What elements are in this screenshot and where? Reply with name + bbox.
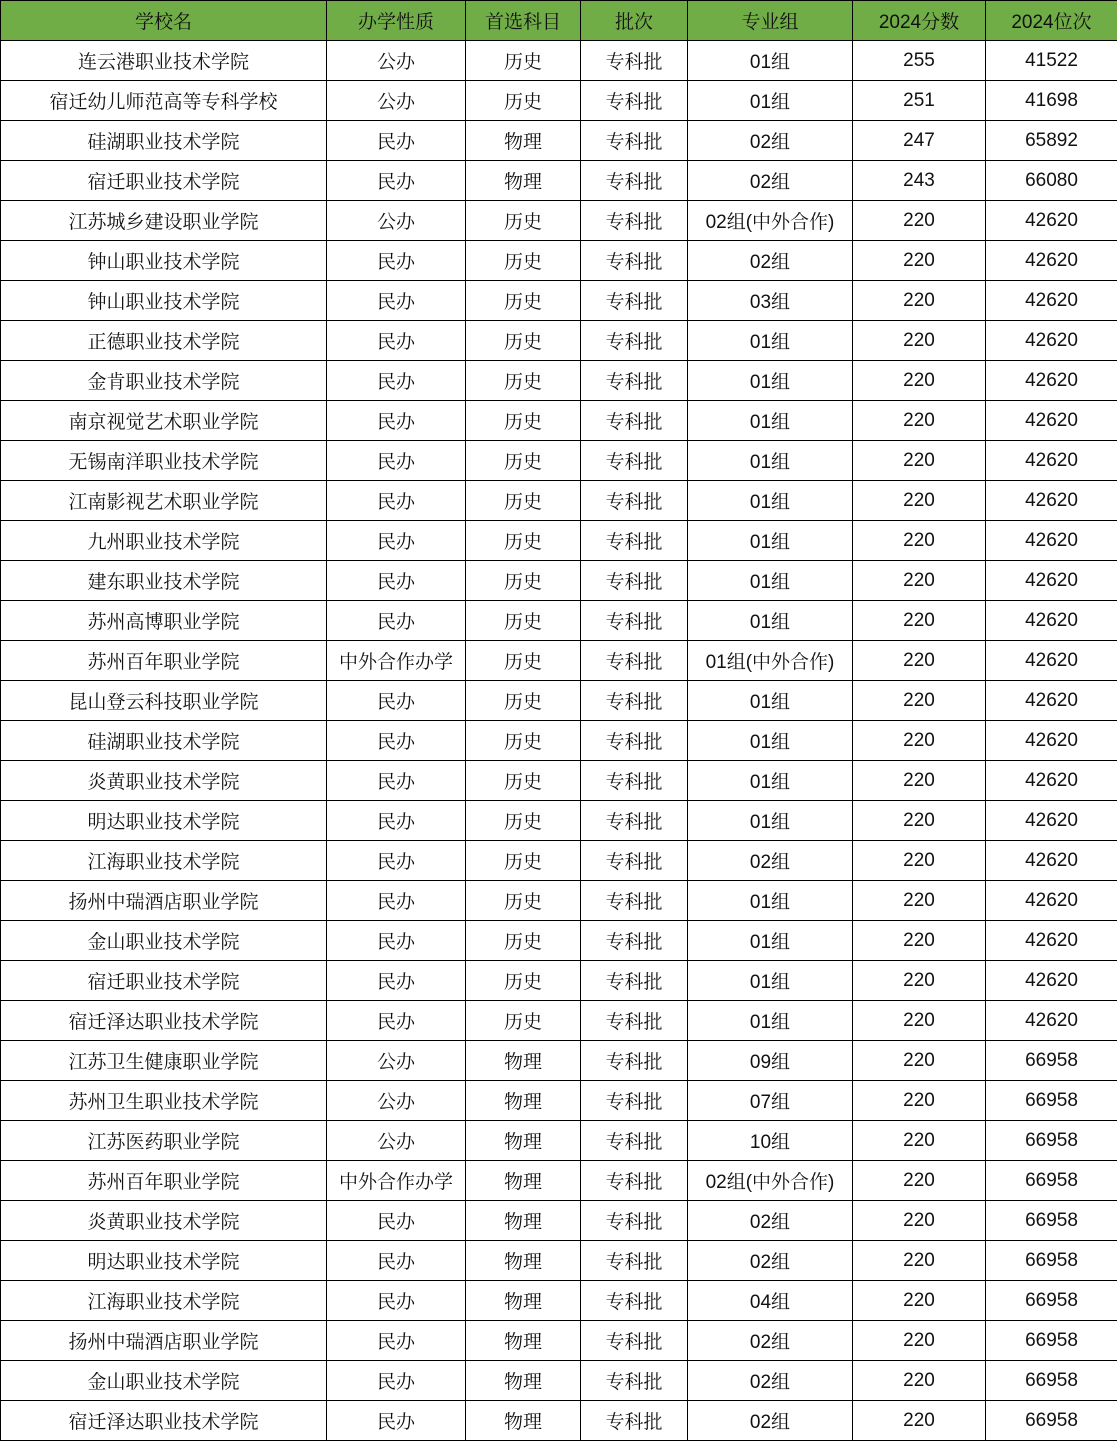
cell-score-2024: 220 <box>853 761 986 801</box>
cell-rank-2024: 42620 <box>986 201 1117 241</box>
table-row <box>1 721 1117 761</box>
cell-major-group: 09组 <box>688 1041 853 1081</box>
cell-school-type: 民办 <box>327 1241 466 1281</box>
table-row <box>1 641 1117 681</box>
cell-rank-2024: 42620 <box>986 241 1117 281</box>
cell-subject: 历史 <box>466 601 581 641</box>
cell-major-group: 01组 <box>688 761 853 801</box>
cell-major-group: 01组 <box>688 321 853 361</box>
cell-school-type: 民办 <box>327 1001 466 1041</box>
cell-major-group: 03组 <box>688 281 853 321</box>
cell-school-type: 中外合作办学 <box>327 1161 466 1201</box>
cell-batch: 专科批 <box>581 721 688 761</box>
cell-subject: 物理 <box>466 1321 581 1361</box>
cell-school-type: 民办 <box>327 961 466 1001</box>
cell-school-type: 公办 <box>327 41 466 81</box>
cell-rank-2024: 41522 <box>986 41 1117 81</box>
cell-school-name: 硅湖职业技术学院 <box>1 121 327 161</box>
cell-school-name: 金肯职业技术学院 <box>1 361 327 401</box>
table-row <box>1 921 1117 961</box>
table-row <box>1 601 1117 641</box>
cell-score-2024: 220 <box>853 481 986 521</box>
cell-school-name: 宿迁职业技术学院 <box>1 961 327 1001</box>
cell-batch: 专科批 <box>581 761 688 801</box>
table-row <box>1 41 1117 81</box>
cell-school-type: 民办 <box>327 521 466 561</box>
table-row <box>1 841 1117 881</box>
cell-school-name: 江苏医药职业学院 <box>1 1121 327 1161</box>
cell-school-name: 宿迁职业技术学院 <box>1 161 327 201</box>
cell-score-2024: 220 <box>853 1001 986 1041</box>
cell-batch: 专科批 <box>581 841 688 881</box>
cell-rank-2024: 66958 <box>986 1241 1117 1281</box>
cell-school-name: 宿迁泽达职业技术学院 <box>1 1401 327 1441</box>
cell-subject: 物理 <box>466 1161 581 1201</box>
cell-subject: 历史 <box>466 281 581 321</box>
cell-school-name: 金山职业技术学院 <box>1 921 327 961</box>
cell-major-group: 02组 <box>688 121 853 161</box>
cell-school-name: 正德职业技术学院 <box>1 321 327 361</box>
cell-score-2024: 220 <box>853 561 986 601</box>
cell-school-type: 民办 <box>327 681 466 721</box>
cell-rank-2024: 42620 <box>986 841 1117 881</box>
cell-major-group: 02组 <box>688 1401 853 1441</box>
cell-score-2024: 220 <box>853 1321 986 1361</box>
cell-school-type: 民办 <box>327 161 466 201</box>
column-header-score-2024: 2024分数 <box>853 1 986 41</box>
cell-batch: 专科批 <box>581 161 688 201</box>
table-row <box>1 281 1117 321</box>
cell-rank-2024: 42620 <box>986 681 1117 721</box>
table-row <box>1 121 1117 161</box>
cell-school-name: 扬州中瑞酒店职业学院 <box>1 881 327 921</box>
cell-score-2024: 255 <box>853 41 986 81</box>
cell-rank-2024: 66958 <box>986 1401 1117 1441</box>
cell-batch: 专科批 <box>581 1041 688 1081</box>
cell-rank-2024: 65892 <box>986 121 1117 161</box>
cell-school-type: 民办 <box>327 241 466 281</box>
cell-batch: 专科批 <box>581 1241 688 1281</box>
cell-school-name: 硅湖职业技术学院 <box>1 721 327 761</box>
cell-school-name: 明达职业技术学院 <box>1 1241 327 1281</box>
cell-rank-2024: 42620 <box>986 481 1117 521</box>
table-row <box>1 321 1117 361</box>
cell-batch: 专科批 <box>581 201 688 241</box>
table-row <box>1 81 1117 121</box>
cell-rank-2024: 42620 <box>986 361 1117 401</box>
cell-school-type: 民办 <box>327 921 466 961</box>
cell-major-group: 10组 <box>688 1121 853 1161</box>
cell-score-2024: 220 <box>853 1201 986 1241</box>
table-row <box>1 441 1117 481</box>
cell-score-2024: 220 <box>853 681 986 721</box>
cell-rank-2024: 66958 <box>986 1201 1117 1241</box>
cell-rank-2024: 66958 <box>986 1321 1117 1361</box>
cell-school-name: 苏州百年职业学院 <box>1 641 327 681</box>
cell-batch: 专科批 <box>581 401 688 441</box>
cell-rank-2024: 42620 <box>986 521 1117 561</box>
cell-score-2024: 220 <box>853 1081 986 1121</box>
cell-rank-2024: 41698 <box>986 81 1117 121</box>
table-row <box>1 1041 1117 1081</box>
cell-batch: 专科批 <box>581 521 688 561</box>
cell-score-2024: 220 <box>853 1121 986 1161</box>
cell-rank-2024: 42620 <box>986 921 1117 961</box>
cell-rank-2024: 42620 <box>986 401 1117 441</box>
cell-school-type: 民办 <box>327 1281 466 1321</box>
cell-major-group: 02组 <box>688 1201 853 1241</box>
cell-subject: 历史 <box>466 801 581 841</box>
cell-score-2024: 220 <box>853 601 986 641</box>
cell-batch: 专科批 <box>581 1401 688 1441</box>
cell-school-type: 民办 <box>327 561 466 601</box>
cell-school-name: 宿迁泽达职业技术学院 <box>1 1001 327 1041</box>
column-header-subject: 首选科目 <box>466 1 581 41</box>
cell-major-group: 01组 <box>688 921 853 961</box>
cell-school-name: 炎黄职业技术学院 <box>1 761 327 801</box>
cell-subject: 历史 <box>466 441 581 481</box>
cell-rank-2024: 42620 <box>986 721 1117 761</box>
table-row <box>1 1001 1117 1041</box>
cell-subject: 物理 <box>466 1361 581 1401</box>
cell-subject: 历史 <box>466 921 581 961</box>
column-header-rank-2024: 2024位次 <box>986 1 1117 41</box>
table-row <box>1 401 1117 441</box>
table-row <box>1 681 1117 721</box>
cell-rank-2024: 66958 <box>986 1281 1117 1321</box>
cell-score-2024: 220 <box>853 1361 986 1401</box>
cell-subject: 物理 <box>466 1401 581 1441</box>
table-header-row <box>1 1 1117 41</box>
cell-subject: 历史 <box>466 41 581 81</box>
table-row <box>1 961 1117 1001</box>
cell-school-name: 无锡南洋职业技术学院 <box>1 441 327 481</box>
cell-batch: 专科批 <box>581 1081 688 1121</box>
cell-school-name: 江南影视艺术职业学院 <box>1 481 327 521</box>
cell-score-2024: 220 <box>853 321 986 361</box>
cell-rank-2024: 66958 <box>986 1361 1117 1401</box>
cell-subject: 物理 <box>466 1241 581 1281</box>
cell-major-group: 04组 <box>688 1281 853 1321</box>
cell-school-name: 南京视觉艺术职业学院 <box>1 401 327 441</box>
cell-major-group: 01组 <box>688 681 853 721</box>
cell-major-group: 01组 <box>688 401 853 441</box>
cell-subject: 历史 <box>466 681 581 721</box>
cell-school-name: 建东职业技术学院 <box>1 561 327 601</box>
cell-major-group: 01组 <box>688 801 853 841</box>
cell-score-2024: 220 <box>853 881 986 921</box>
cell-batch: 专科批 <box>581 561 688 601</box>
cell-batch: 专科批 <box>581 881 688 921</box>
cell-major-group: 01组 <box>688 41 853 81</box>
cell-school-name: 江海职业技术学院 <box>1 841 327 881</box>
cell-major-group: 01组 <box>688 601 853 641</box>
table-row <box>1 1121 1117 1161</box>
table-row <box>1 1321 1117 1361</box>
cell-major-group: 02组(中外合作) <box>688 201 853 241</box>
cell-rank-2024: 42620 <box>986 561 1117 601</box>
cell-score-2024: 220 <box>853 241 986 281</box>
cell-batch: 专科批 <box>581 361 688 401</box>
table-row <box>1 481 1117 521</box>
cell-subject: 历史 <box>466 521 581 561</box>
cell-school-type: 公办 <box>327 81 466 121</box>
cell-school-name: 九州职业技术学院 <box>1 521 327 561</box>
cell-score-2024: 220 <box>853 1401 986 1441</box>
cell-school-type: 中外合作办学 <box>327 641 466 681</box>
cell-subject: 历史 <box>466 841 581 881</box>
cell-rank-2024: 66958 <box>986 1041 1117 1081</box>
cell-school-type: 民办 <box>327 841 466 881</box>
cell-batch: 专科批 <box>581 241 688 281</box>
cell-school-name: 钟山职业技术学院 <box>1 281 327 321</box>
cell-school-type: 民办 <box>327 121 466 161</box>
cell-rank-2024: 66080 <box>986 161 1117 201</box>
cell-rank-2024: 42620 <box>986 641 1117 681</box>
cell-rank-2024: 42620 <box>986 601 1117 641</box>
cell-school-type: 公办 <box>327 1081 466 1121</box>
cell-subject: 历史 <box>466 881 581 921</box>
cell-subject: 历史 <box>466 961 581 1001</box>
cell-score-2024: 251 <box>853 81 986 121</box>
cell-subject: 历史 <box>466 481 581 521</box>
cell-score-2024: 220 <box>853 1281 986 1321</box>
cell-score-2024: 220 <box>853 1041 986 1081</box>
cell-school-type: 民办 <box>327 721 466 761</box>
cell-school-type: 民办 <box>327 761 466 801</box>
cell-school-type: 民办 <box>327 801 466 841</box>
cell-score-2024: 220 <box>853 641 986 681</box>
cell-batch: 专科批 <box>581 601 688 641</box>
cell-school-type: 公办 <box>327 201 466 241</box>
cell-subject: 历史 <box>466 641 581 681</box>
cell-subject: 物理 <box>466 1121 581 1161</box>
cell-score-2024: 243 <box>853 161 986 201</box>
cell-school-type: 民办 <box>327 1401 466 1441</box>
cell-school-name: 江苏城乡建设职业学院 <box>1 201 327 241</box>
cell-school-name: 宿迁幼儿师范高等专科学校 <box>1 81 327 121</box>
cell-batch: 专科批 <box>581 921 688 961</box>
cell-major-group: 01组 <box>688 881 853 921</box>
cell-batch: 专科批 <box>581 321 688 361</box>
cell-subject: 历史 <box>466 401 581 441</box>
column-header-school-type: 办学性质 <box>327 1 466 41</box>
column-header-school-name: 学校名 <box>1 1 327 41</box>
table-row <box>1 881 1117 921</box>
cell-major-group: 01组 <box>688 961 853 1001</box>
cell-school-type: 民办 <box>327 601 466 641</box>
cell-subject: 物理 <box>466 161 581 201</box>
cell-rank-2024: 66958 <box>986 1161 1117 1201</box>
cell-score-2024: 220 <box>853 921 986 961</box>
cell-subject: 物理 <box>466 121 581 161</box>
cell-subject: 历史 <box>466 81 581 121</box>
cell-major-group: 01组 <box>688 521 853 561</box>
cell-school-type: 公办 <box>327 1041 466 1081</box>
cell-subject: 历史 <box>466 361 581 401</box>
cell-subject: 物理 <box>466 1201 581 1241</box>
cell-major-group: 01组 <box>688 81 853 121</box>
cell-school-type: 民办 <box>327 441 466 481</box>
cell-rank-2024: 42620 <box>986 761 1117 801</box>
cell-batch: 专科批 <box>581 1281 688 1321</box>
cell-batch: 专科批 <box>581 81 688 121</box>
table-row <box>1 1361 1117 1401</box>
table-row <box>1 1081 1117 1121</box>
table-row <box>1 161 1117 201</box>
cell-major-group: 01组 <box>688 1001 853 1041</box>
cell-rank-2024: 66958 <box>986 1121 1117 1161</box>
cell-school-type: 公办 <box>327 1121 466 1161</box>
cell-rank-2024: 42620 <box>986 321 1117 361</box>
cell-score-2024: 220 <box>853 961 986 1001</box>
cell-subject: 历史 <box>466 321 581 361</box>
cell-major-group: 01组 <box>688 441 853 481</box>
cell-subject: 历史 <box>466 561 581 601</box>
cell-school-name: 炎黄职业技术学院 <box>1 1201 327 1241</box>
cell-score-2024: 220 <box>853 1241 986 1281</box>
cell-subject: 物理 <box>466 1041 581 1081</box>
cell-major-group: 02组 <box>688 1361 853 1401</box>
cell-rank-2024: 42620 <box>986 961 1117 1001</box>
table-row <box>1 361 1117 401</box>
cell-major-group: 01组 <box>688 561 853 601</box>
table-row <box>1 761 1117 801</box>
table-row <box>1 521 1117 561</box>
cell-rank-2024: 42620 <box>986 1001 1117 1041</box>
cell-school-type: 民办 <box>327 401 466 441</box>
table-row <box>1 241 1117 281</box>
cell-batch: 专科批 <box>581 1321 688 1361</box>
cell-rank-2024: 42620 <box>986 441 1117 481</box>
cell-school-name: 江海职业技术学院 <box>1 1281 327 1321</box>
cell-batch: 专科批 <box>581 961 688 1001</box>
cell-school-name: 江苏卫生健康职业学院 <box>1 1041 327 1081</box>
cell-score-2024: 220 <box>853 721 986 761</box>
cell-school-type: 民办 <box>327 1321 466 1361</box>
cell-batch: 专科批 <box>581 441 688 481</box>
cell-school-name: 苏州百年职业学院 <box>1 1161 327 1201</box>
cell-score-2024: 220 <box>853 401 986 441</box>
cell-major-group: 02组(中外合作) <box>688 1161 853 1201</box>
cell-rank-2024: 42620 <box>986 881 1117 921</box>
cell-score-2024: 220 <box>853 1161 986 1201</box>
cell-school-type: 民办 <box>327 881 466 921</box>
cell-school-name: 苏州卫生职业技术学院 <box>1 1081 327 1121</box>
cell-batch: 专科批 <box>581 1201 688 1241</box>
cell-major-group: 01组 <box>688 481 853 521</box>
cell-subject: 历史 <box>466 1001 581 1041</box>
table-row <box>1 801 1117 841</box>
cell-major-group: 01组(中外合作) <box>688 641 853 681</box>
cell-batch: 专科批 <box>581 41 688 81</box>
cell-major-group: 01组 <box>688 721 853 761</box>
cell-school-name: 明达职业技术学院 <box>1 801 327 841</box>
cell-batch: 专科批 <box>581 1001 688 1041</box>
table-row <box>1 1241 1117 1281</box>
cell-batch: 专科批 <box>581 121 688 161</box>
cell-school-type: 民办 <box>327 361 466 401</box>
cell-school-type: 民办 <box>327 1201 466 1241</box>
cell-school-name: 连云港职业技术学院 <box>1 41 327 81</box>
cell-subject: 历史 <box>466 761 581 801</box>
cell-subject: 物理 <box>466 1081 581 1121</box>
cell-score-2024: 220 <box>853 281 986 321</box>
cell-batch: 专科批 <box>581 801 688 841</box>
cell-batch: 专科批 <box>581 641 688 681</box>
cell-batch: 专科批 <box>581 1161 688 1201</box>
column-header-batch: 批次 <box>581 1 688 41</box>
cell-score-2024: 220 <box>853 361 986 401</box>
cell-batch: 专科批 <box>581 1361 688 1401</box>
cell-major-group: 07组 <box>688 1081 853 1121</box>
cell-subject: 物理 <box>466 1281 581 1321</box>
cell-batch: 专科批 <box>581 481 688 521</box>
cell-major-group: 02组 <box>688 1241 853 1281</box>
cell-school-name: 钟山职业技术学院 <box>1 241 327 281</box>
cell-score-2024: 220 <box>853 841 986 881</box>
cell-school-name: 金山职业技术学院 <box>1 1361 327 1401</box>
cell-subject: 历史 <box>466 721 581 761</box>
cell-school-name: 扬州中瑞酒店职业学院 <box>1 1321 327 1361</box>
cell-school-type: 民办 <box>327 481 466 521</box>
cell-subject: 历史 <box>466 201 581 241</box>
cell-major-group: 02组 <box>688 841 853 881</box>
cell-batch: 专科批 <box>581 281 688 321</box>
table-row <box>1 561 1117 601</box>
table-row <box>1 1161 1117 1201</box>
column-header-major-group: 专业组 <box>688 1 853 41</box>
cell-subject: 历史 <box>466 241 581 281</box>
cell-batch: 专科批 <box>581 1121 688 1161</box>
cell-major-group: 02组 <box>688 1321 853 1361</box>
cell-school-name: 昆山登云科技职业学院 <box>1 681 327 721</box>
cell-score-2024: 220 <box>853 801 986 841</box>
table-row <box>1 1281 1117 1321</box>
cell-school-type: 民办 <box>327 1361 466 1401</box>
cell-score-2024: 220 <box>853 441 986 481</box>
table-row <box>1 201 1117 241</box>
cell-school-name: 苏州高博职业学院 <box>1 601 327 641</box>
cell-batch: 专科批 <box>581 681 688 721</box>
cell-rank-2024: 66958 <box>986 1081 1117 1121</box>
cell-school-type: 民办 <box>327 321 466 361</box>
cell-score-2024: 220 <box>853 521 986 561</box>
cell-major-group: 01组 <box>688 361 853 401</box>
cell-major-group: 02组 <box>688 161 853 201</box>
cell-major-group: 02组 <box>688 241 853 281</box>
table-row <box>1 1201 1117 1241</box>
cell-score-2024: 220 <box>853 201 986 241</box>
cell-score-2024: 247 <box>853 121 986 161</box>
cell-rank-2024: 42620 <box>986 281 1117 321</box>
cell-school-type: 民办 <box>327 281 466 321</box>
table-row <box>1 1401 1117 1441</box>
cell-rank-2024: 42620 <box>986 801 1117 841</box>
